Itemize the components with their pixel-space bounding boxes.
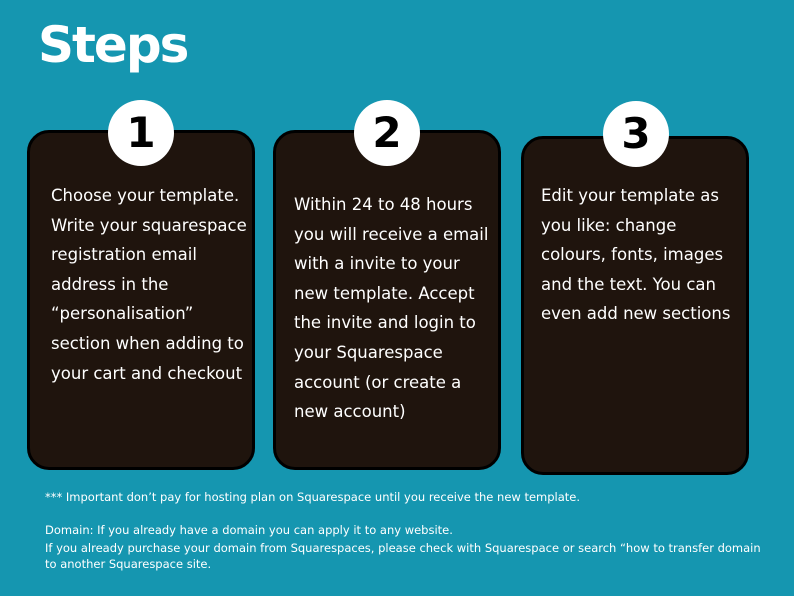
step-number-badge-2: 2: [354, 100, 420, 166]
domain-transfer-note: If you already purchase your domain from Squarespaces, please check with Squarespace or search “how to transfer domain to another Squarespace site.: [45, 541, 761, 571]
domain-note: Domain: If you already have a domain you can apply it to any website.: [45, 523, 453, 537]
page-title: Steps: [38, 16, 188, 74]
important-note: *** Important don’t pay for hosting plan on Squarespace until you receive the new template.: [45, 490, 581, 504]
step-text-3: Edit your template as you like: change colours, fonts, images and the text. You can even add new sections: [541, 186, 731, 324]
step-text-1: Choose your template. Write your squarespace registration email address in the “personalisation” section when adding to your cart and checkout: [51, 186, 247, 383]
step-number-badge-3: 3: [603, 101, 669, 167]
step-text-2: Within 24 to 48 hours you will receive a email with a invite to your new template. Accept the invite and login to your Squarespace account (or create a new account): [294, 195, 489, 422]
step-number-badge-1: 1: [108, 100, 174, 166]
